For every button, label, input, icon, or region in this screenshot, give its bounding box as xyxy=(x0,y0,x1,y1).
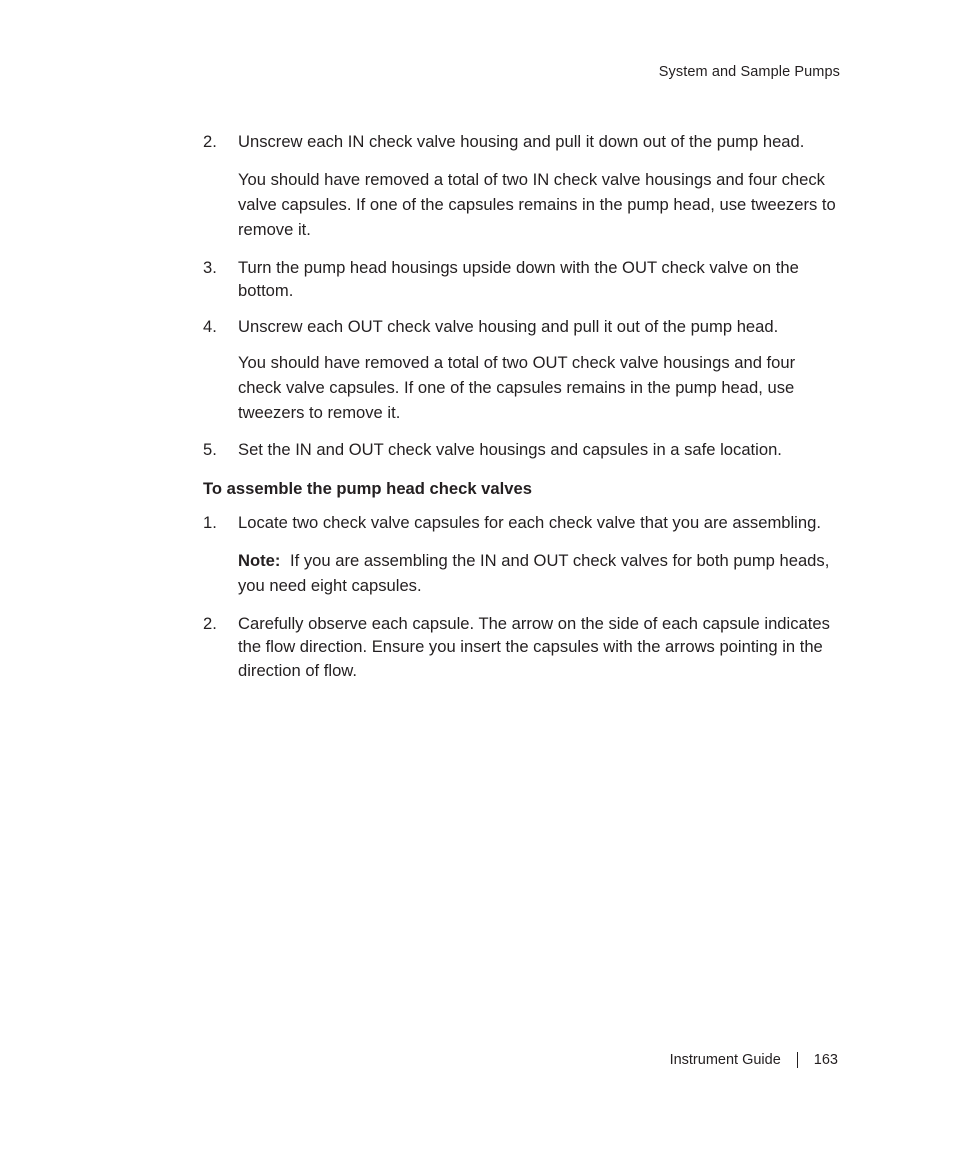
step-number: 3. xyxy=(203,257,217,277)
step-number: 2. xyxy=(203,613,217,633)
step-text: Unscrew each IN check valve housing and pull it down out of the pump head. xyxy=(238,132,805,151)
step-text: Carefully observe each capsule. The arrow on the side of each capsule indicates the flow direction. Ensure you insert the capsules with the arrows pointing in the direction of flow. xyxy=(238,613,830,680)
assemble-step-2 xyxy=(203,612,843,683)
step-text: Set the IN and OUT check valve housings and capsules in a safe location. xyxy=(238,440,782,459)
assemble-step-1 xyxy=(203,511,843,535)
step-text: Turn the pump head housings upside down with the OUT check valve on the bottom. xyxy=(238,257,799,300)
step-number: 4. xyxy=(203,316,217,336)
step-3-turn-housings xyxy=(203,256,843,303)
step-5-set-aside xyxy=(203,438,843,462)
step-4-unscrew-out xyxy=(203,315,843,339)
paragraph-in-removed: You should have removed a total of two IN check valve housings and four check valve capsules. If one of the capsules remains in the pump head, use tweezers to remove it. xyxy=(238,169,836,239)
footer-divider xyxy=(797,1052,798,1068)
running-header: System and Sample Pumps xyxy=(658,64,840,80)
section-heading: To assemble the pump head check valves xyxy=(203,478,532,498)
page-number: 163 xyxy=(813,1052,838,1068)
page-footer xyxy=(670,1052,838,1068)
step-text: Unscrew each OUT check valve housing and pull it out of the pump head. xyxy=(238,316,779,336)
footer-guide-title: Instrument Guide xyxy=(669,1052,781,1068)
document-body xyxy=(203,130,843,682)
step-number: 2. xyxy=(203,132,217,151)
step-2-unscrew-in xyxy=(203,130,843,154)
note-label: Note: xyxy=(238,550,281,570)
step-number: 5. xyxy=(203,440,217,459)
step-text: Locate two check valve capsules for each check valve that you are assembling. xyxy=(238,513,821,532)
paragraph-out-removed: You should have removed a total of two OUT check valve housings and four check valve capsules. If one of the capsules remains in the pump head, use tweezers to remove it. xyxy=(238,353,796,422)
note-text: If you are assembling the IN and OUT check valves for both pump heads, you need eight capsules. xyxy=(238,550,830,595)
step-number: 1. xyxy=(203,513,217,532)
note-paragraph xyxy=(203,548,843,598)
